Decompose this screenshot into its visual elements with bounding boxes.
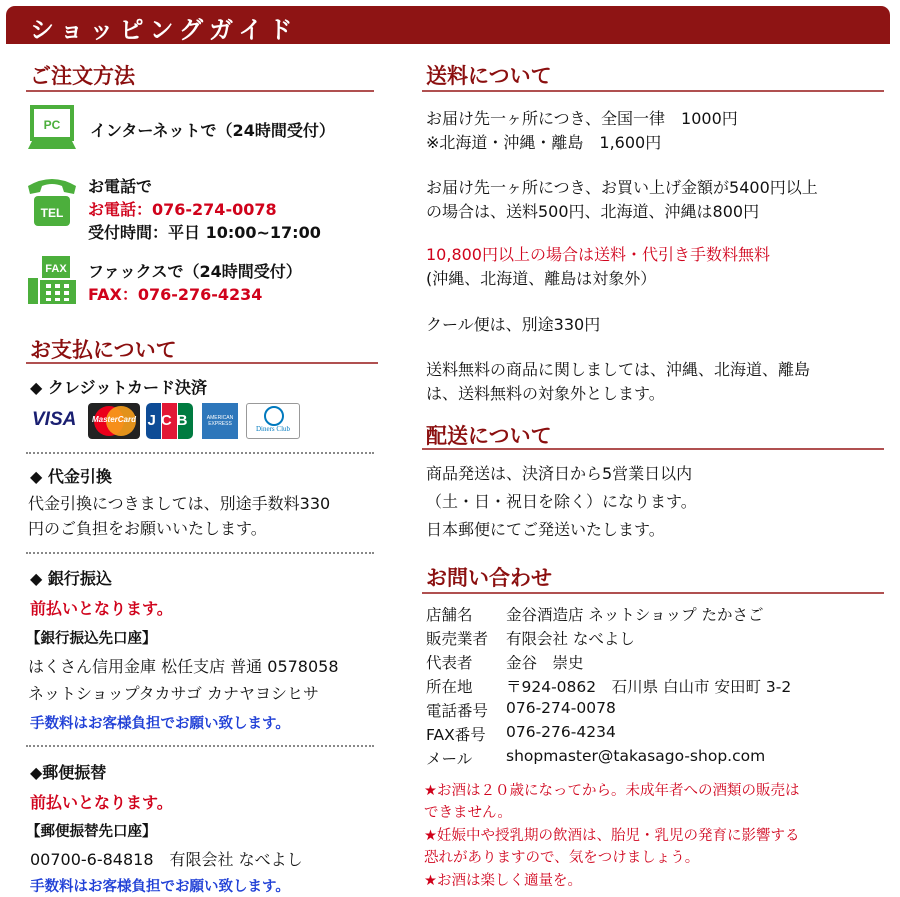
divider [26, 452, 374, 454]
tel-icon-label: TEL [40, 206, 64, 220]
postal-account-title: 【郵便振替先口座】 [26, 824, 157, 840]
fax-order-title: ファックスで（24時間受付） [88, 262, 302, 281]
shipping-fee-line: は、送料無料の対象外とします。 [426, 384, 665, 403]
contact-value: 金谷 崇史 [506, 654, 584, 672]
jcb-logo: JCB [146, 403, 194, 439]
cod-line-2: 円のご負担をお願いいたします。 [28, 519, 267, 538]
bank-transfer-title: ◆ 銀行振込 [30, 569, 112, 588]
page-title: ショッピングガイド [30, 16, 299, 44]
visa-logo: VISA [32, 409, 77, 430]
fax-icon-label: FAX [45, 263, 67, 275]
bank-account-line-1: はくさん信用金庫 松任支店 普通 0578058 [28, 657, 339, 676]
delivery-heading: 配送について [426, 424, 552, 448]
contact-value: 金谷酒造店 ネットショップ たかさご [506, 606, 764, 624]
contact-label: FAX番号 [426, 726, 486, 744]
contact-value: 〒924-0862 石川県 白山市 安田町 3-2 [506, 678, 792, 696]
contact-label: 所在地 [426, 678, 473, 696]
credit-card-title: ◆ クレジットカード決済 [30, 378, 207, 397]
contact-label: メール [426, 750, 473, 768]
age-notice-line-1: ★お酒は２０歳になってから。未成年者への酒類の販売は [424, 783, 800, 799]
mastercard-logo: MasterCard [88, 403, 140, 439]
pregnancy-notice-line-2: 恐れがありますので、気をつけましょう。 [424, 850, 700, 866]
delivery-line-2: （土・日・祝日を除く）になります。 [426, 492, 697, 511]
pregnancy-notice-line-1: ★妊娠中や授乳期の飲酒は、胎児・乳児の発育に影響する [424, 828, 800, 844]
contact-label: 販売業者 [426, 630, 489, 648]
internet-order-text: インターネットで（24時間受付） [90, 121, 335, 140]
shipping-fee-line: の場合は、送料500円、北海道、沖縄は800円 [426, 202, 760, 221]
delivery-line-3: 日本郵便にてご発送いたします。 [426, 520, 665, 539]
delivery-line-1: 商品発送は、決済日から5営業日以内 [426, 464, 693, 483]
telephone-icon [24, 172, 80, 230]
bank-account-line-2: ネットショップタカサゴ カナヤヨシヒサ [28, 684, 320, 703]
computer-icon [26, 105, 78, 157]
shipping-fee-line: ※北海道・沖縄・離島 1,600円 [426, 133, 662, 152]
header-banner [6, 6, 890, 44]
shipping-fee-heading-rule [422, 90, 884, 92]
contact-label: 代表者 [426, 654, 473, 672]
payment-heading-rule [26, 362, 378, 364]
shipping-fee-heading: 送料について [426, 64, 552, 88]
free-shipping-note: 10,800円以上の場合は送料・代引き手数料無料 [426, 245, 770, 264]
postal-fee-note: 手数料はお客様負担でお願い致します。 [30, 879, 290, 895]
cool-delivery-fee: クール便は、別途330円 [426, 315, 601, 334]
bank-fee-note: 手数料はお客様負担でお願い致します。 [30, 716, 290, 732]
postal-prepay-note: 前払いとなります。 [30, 793, 173, 812]
phone-number: お電話：076-274-0078 [88, 200, 277, 219]
contact-value: 076-274-0078 [506, 699, 616, 717]
fax-icon [26, 254, 78, 306]
contact-value: 有限会社 なべよし [506, 630, 635, 648]
payment-heading: お支払について [30, 338, 177, 362]
cod-line-1: 代金引換につきましては、別途手数料330 [28, 494, 331, 513]
contact-email[interactable]: shopmaster@takasago-shop.com [506, 747, 766, 765]
shipping-fee-line: 送料無料の商品に関しましては、沖縄、北海道、離島 [426, 360, 811, 379]
shipping-fee-line: お届け先一ヶ所につき、お買い上げ金額が5400円以上 [426, 178, 818, 197]
contact-value: 076-276-4234 [506, 723, 616, 741]
bank-prepay-note: 前払いとなります。 [30, 599, 173, 618]
divider [26, 745, 374, 747]
shipping-fee-line: お届け先一ヶ所につき、全国一律 1000円 [426, 109, 738, 128]
cod-title: ◆ 代金引換 [30, 467, 112, 486]
contact-label: 店舗名 [426, 606, 473, 624]
contact-heading: お問い合わせ [426, 566, 552, 590]
fax-number: FAX：076-276-4234 [88, 285, 263, 304]
free-shipping-exclusion: (沖縄、北海道、離島は対象外） [426, 269, 657, 288]
bank-account-title: 【銀行振込先口座】 [26, 631, 157, 647]
moderation-notice: ★お酒は楽しく適量を。 [424, 873, 582, 889]
phone-hours: 受付時間：平日 10:00~17:00 [88, 223, 321, 242]
contact-heading-rule [422, 592, 884, 594]
diners-club-logo: Diners Club [246, 403, 300, 439]
phone-order-title: お電話で [88, 177, 153, 196]
postal-account-line: 00700-6-84818 有限会社 なべよし [30, 850, 303, 869]
divider [26, 552, 374, 554]
age-notice-line-2: できません。 [424, 805, 512, 821]
order-heading: ご注文方法 [30, 64, 135, 88]
postal-transfer-title: ◆郵便振替 [30, 763, 107, 782]
contact-label: 電話番号 [426, 702, 489, 720]
american-express-logo: AMERICAN EXPRESS [202, 403, 238, 439]
order-heading-rule [26, 90, 374, 92]
delivery-heading-rule [422, 448, 884, 450]
pc-icon-label: PC [43, 118, 61, 132]
